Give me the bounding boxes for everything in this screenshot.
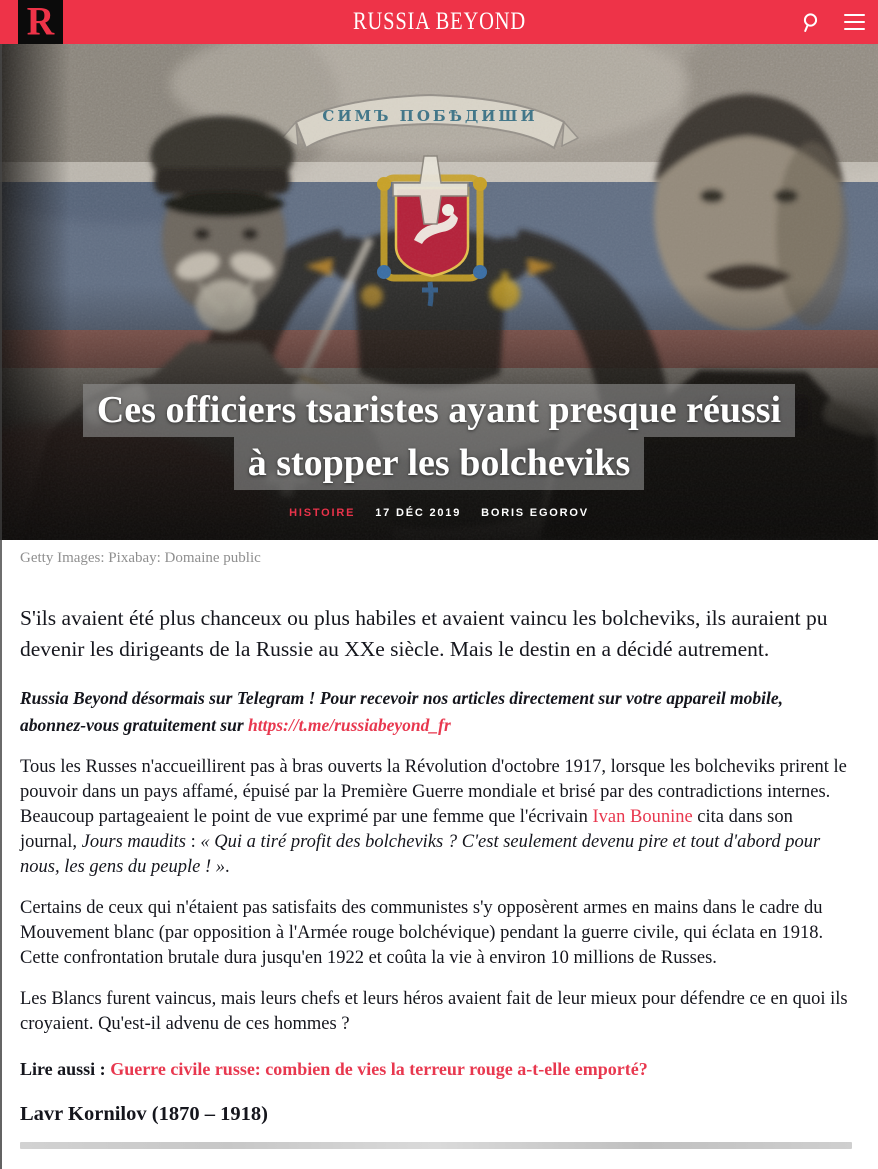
publish-date: 17 DÉC 2019 (375, 507, 462, 519)
read-also-link[interactable]: Guerre civile russe: combien de vies la terreur rouge a-t-elle emporté? (110, 1059, 648, 1079)
paragraph-1-end: . (225, 857, 230, 877)
next-image-top-edge (20, 1142, 852, 1149)
brand-title-text[interactable]: RUSSIA BEYOND (352, 8, 526, 35)
lead-paragraph: S'ils avaient été plus chanceux ou plus habiles et avaient vaincu les bolcheviks, ils auraient pu devenir les dirigeants de la Russie au XXe siècle. Mais le destin en a décidé autrement. (20, 606, 828, 661)
window-left-edge (0, 44, 2, 1169)
telegram-link[interactable]: https://t.me/russiabeyond_fr (248, 715, 451, 735)
paragraph-1-mid: cita dans son journal, (20, 807, 793, 852)
search-icon[interactable] (798, 10, 822, 34)
category-link[interactable]: HISTOIRE (289, 507, 356, 519)
banner-motto-text: СИМЪ ПОБѢДИШИ (322, 107, 538, 125)
article-title-line2: à stopper les bolcheviks (234, 437, 645, 490)
article-body (0, 550, 878, 1149)
paragraph-1-sep: : (185, 832, 201, 852)
work-title: Jours maudits (81, 832, 186, 852)
article-title-line1: Ces officiers tsaristes ayant presque réussi (83, 384, 795, 437)
paragraph-2: Certains de ceux qui n'étaient pas satisfaits des communistes s'y opposèrent armes en mains dans le cadre du Mouvement blanc (par opposition à l'Armée rouge bolchévique) pendant la guerre civile, qui éclata en 1918. Cette confrontation brutale dura jusqu'en 1922 et coûta la vie à environ 10 millions de Russes. (20, 898, 824, 968)
logo-r-letter: R (26, 0, 55, 45)
article-title (0, 384, 878, 490)
paragraph-1-text: Tous les Russes n'accueillirent pas à bras ouverts la Révolution d'octobre 1917, lorsque les bolcheviks prirent le pouvoir dans un pays affamé, épuisé par la Première Guerre mondiale et brisé par des contradictions internes. Beaucoup partageaient le point de vue exprimé par une femme que l'écrivain (20, 757, 847, 827)
brand-title (0, 0, 878, 44)
image-credit: Getty Images: Pixabay: Domaine public (20, 550, 261, 566)
telegram-promo-text: Russia Beyond désormais sur Telegram ! Pour recevoir nos articles directement sur votre appareil mobile, abonnez-vous gratuitement sur (20, 688, 784, 735)
read-also-block (20, 1057, 852, 1081)
author-link[interactable]: BORIS EGOROV (481, 507, 589, 519)
paragraph-1 (20, 755, 852, 880)
read-also-label: Lire aussi : (20, 1059, 111, 1079)
top-navigation-bar (0, 0, 878, 44)
section-heading-kornilov: Lavr Kornilov (1870 – 1918) (20, 1103, 268, 1125)
hero-image (0, 44, 878, 540)
ivan-bounine-link[interactable]: Ivan Bounine (592, 807, 693, 827)
quote-text: « Qui a tiré profit des bolcheviks ? C'est seulement devenu pire et tout d'abord pour nous, les gens du peuple ! » (20, 832, 821, 877)
menu-icon[interactable] (842, 10, 866, 34)
telegram-promo-paragraph (20, 685, 852, 739)
article-meta (0, 507, 878, 519)
paragraph-3: Les Blancs furent vaincus, mais leurs chefs et leurs héros avaient fait de leur mieux pour défendre ce en quoi ils croyaient. Qu'est-il advenu de ces hommes ? (20, 989, 848, 1034)
